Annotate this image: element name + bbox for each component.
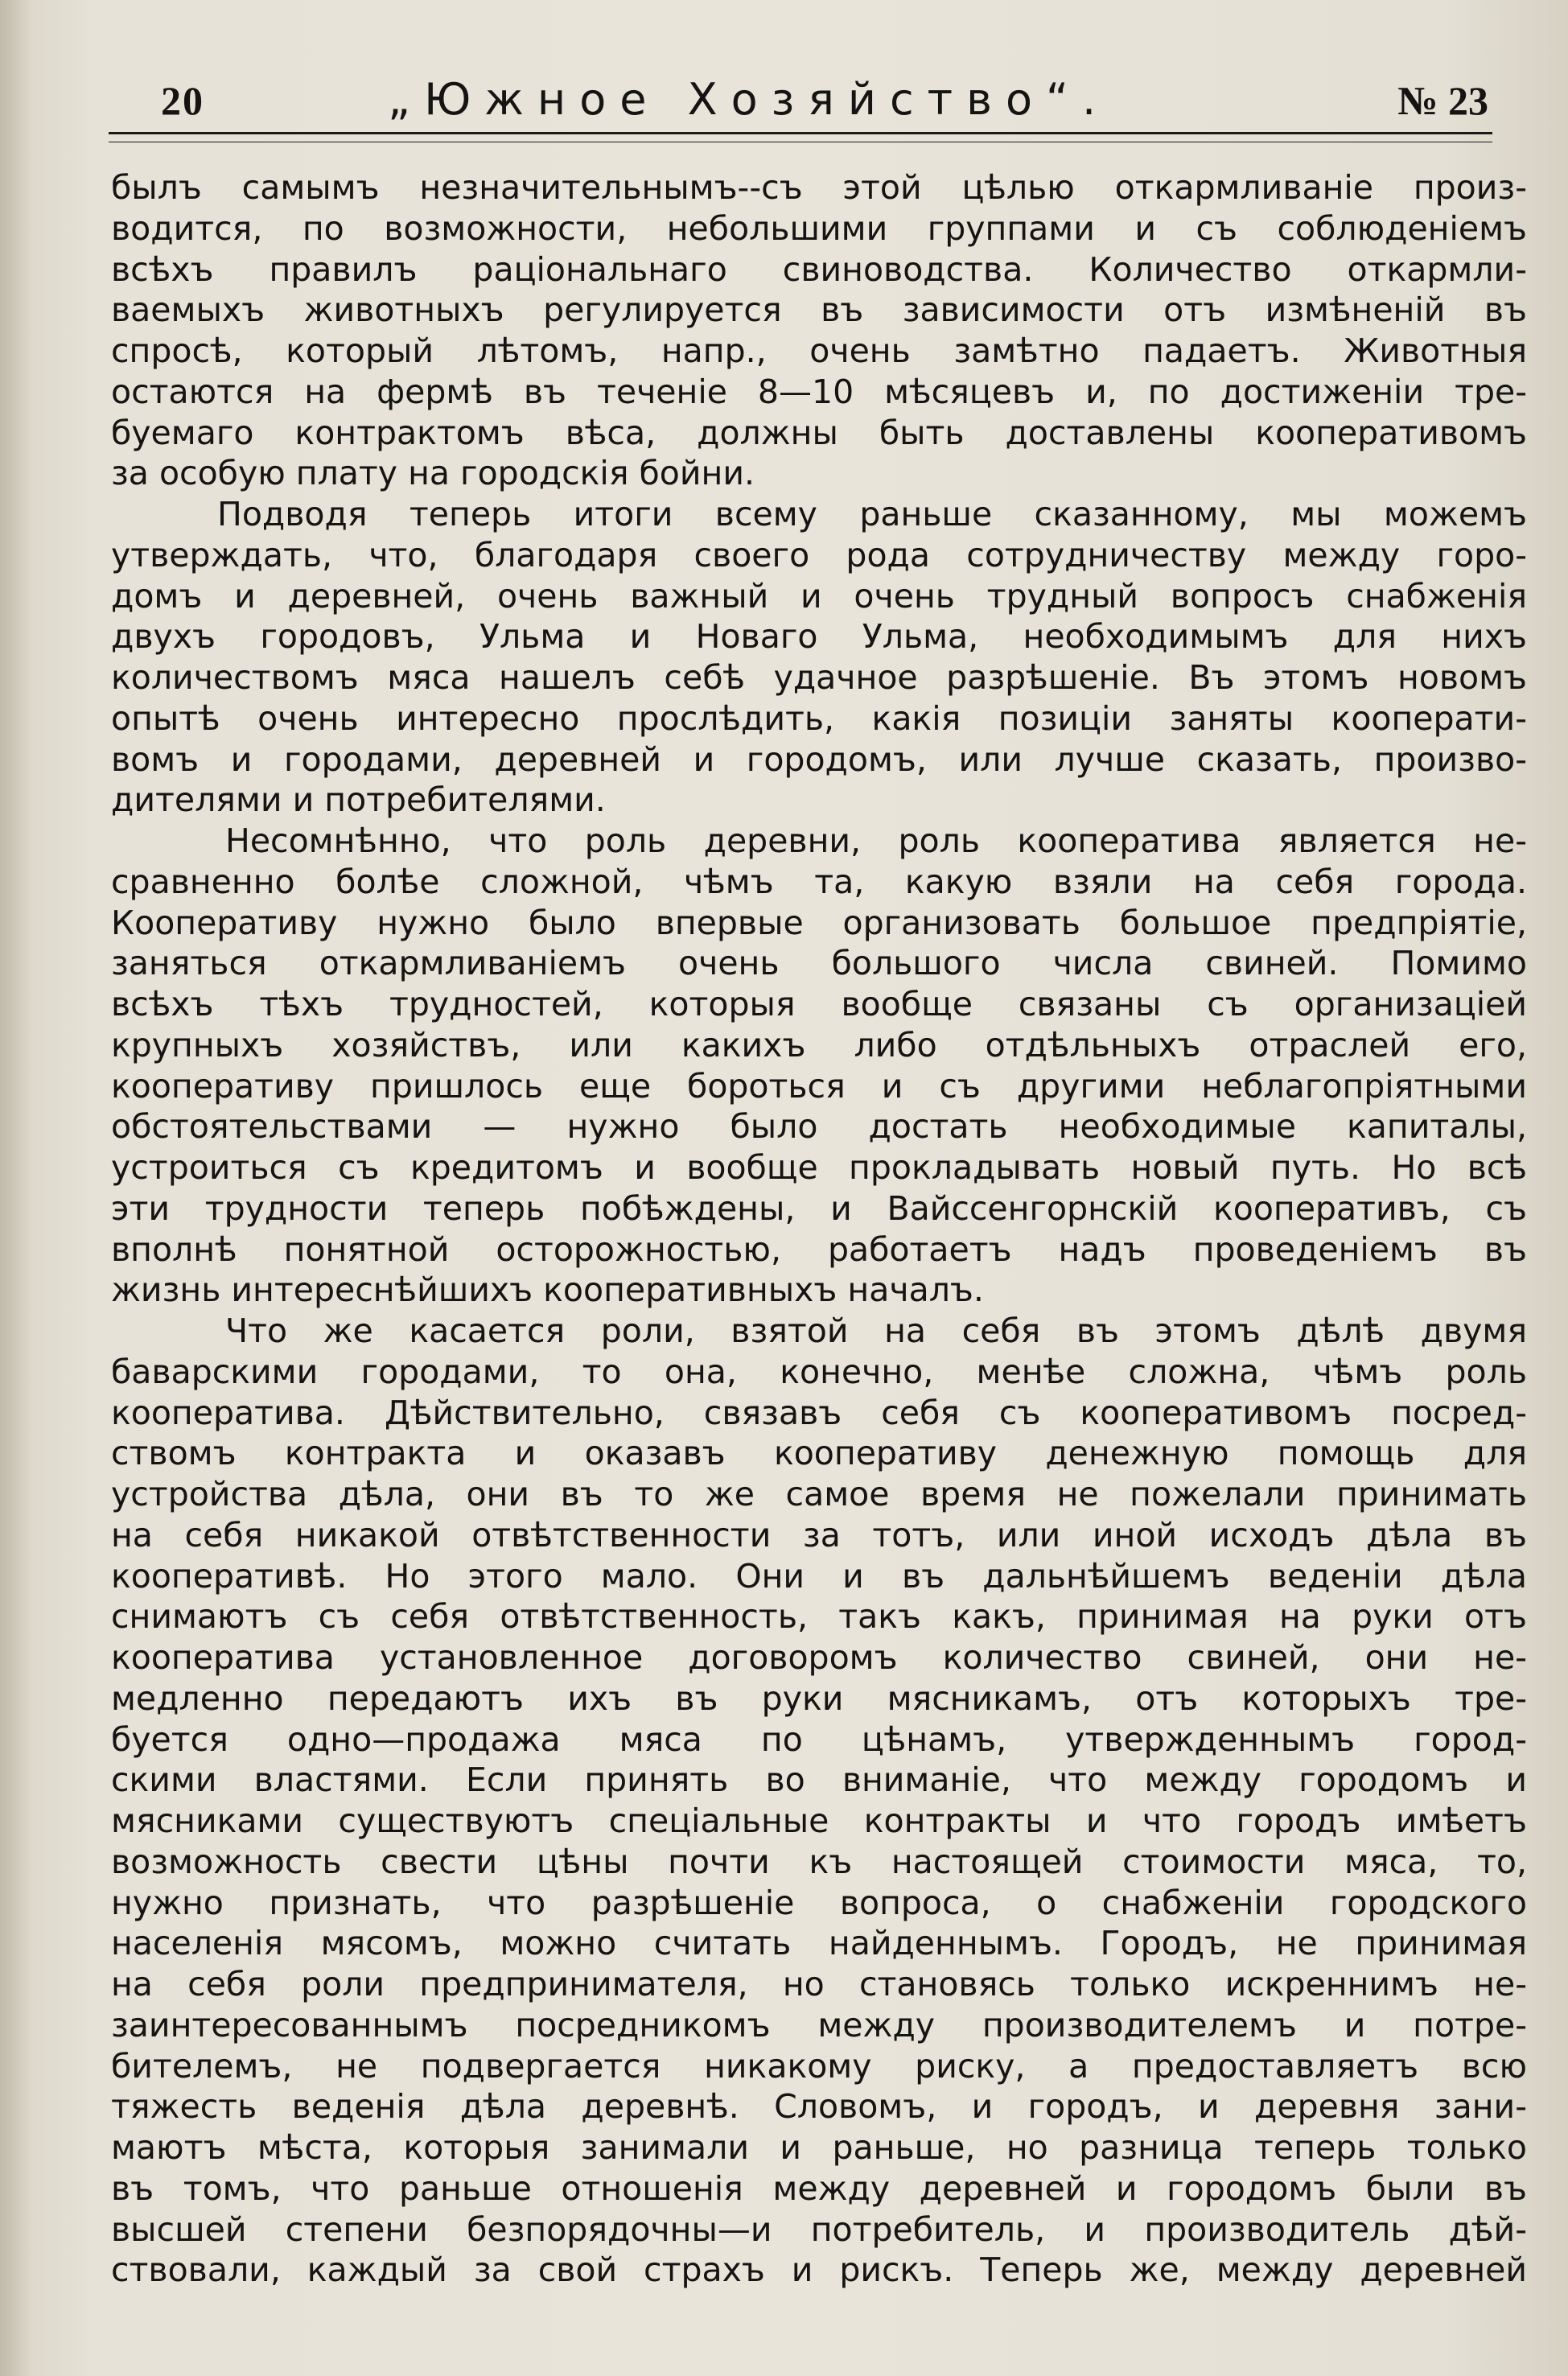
text-line: былъ самымъ незначительнымъ--съ этой цѣлью откармливаніе произ-	[111, 168, 1527, 207]
text-line: ствомъ контракта и оказавъ кооперативу денежную помощь для	[111, 1434, 1527, 1473]
text-line: крупныхъ хозяйствъ, или какихъ либо отдѣльныхъ отраслей его,	[111, 1025, 1527, 1064]
text-line: дителями и потребителями.	[111, 780, 606, 820]
text-line: кооперативу пришлось еще бороться и съ другими неблагопріятными	[111, 1066, 1527, 1106]
text-line: баварскими городами, то она, конечно, менѣе сложна, чѣмъ роль	[111, 1352, 1527, 1391]
text-line: медленно передаютъ ихъ въ руки мясникамъ, отъ которыхъ тре-	[111, 1678, 1527, 1718]
text-line: скими властями. Если принять во вниманіе, что между городомъ и	[111, 1760, 1527, 1800]
journal-title: „Южное Хозяйство“.	[388, 74, 1110, 125]
text-line: на себя роли предпринимателя, но становясь только искреннимъ не-	[111, 1965, 1527, 2003]
text-line: кооперативѣ. Но этого мало. Они и въ дальнѣйшемъ веденіи дѣла	[111, 1556, 1527, 1596]
text-line: опытѣ очень интересно прослѣдить, какія позиціи заняты кооперати-	[111, 698, 1527, 738]
header-rule	[109, 132, 1492, 142]
text-line: вомъ и городами, деревней и городомъ, или лучше сказать, произво-	[111, 739, 1527, 779]
text-line: буется одно—продажа мяса по цѣнамъ, утвержденнымъ город-	[111, 1719, 1527, 1759]
text-line: остаются на фермѣ въ теченіе 8—10 мѣсяцевъ и, по достиженіи тре-	[111, 372, 1527, 411]
text-line: тяжесть веденія дѣла деревнѣ. Словомъ, и городъ, и деревня зани-	[111, 2087, 1527, 2127]
article-body	[111, 167, 1527, 2291]
text-line: высшей степени безпорядочны—и потребитель, и производитель дѣй-	[111, 2209, 1527, 2249]
paragraph-first-line: Подводя теперь итоги всему раньше сказанному, мы можемъ	[217, 495, 1527, 533]
text-line: водится, по возможности, небольшими группами и съ соблюденіемъ	[111, 208, 1527, 248]
text-line: въ томъ, что раньше отношенія между деревней и городомъ были въ	[111, 2168, 1527, 2208]
text-line: кооператива установленное договоромъ количество свиней, они не-	[111, 1638, 1527, 1677]
text-line: обстоятельствами — нужно было достать необходимые капиталы,	[111, 1107, 1527, 1147]
text-line: снимаютъ съ себя отвѣтственность, такъ какъ, принимая на руки отъ	[111, 1597, 1527, 1637]
text-line: нужно признать, что разрѣшеніе вопроса, о снабженіи городского	[111, 1883, 1527, 1922]
paragraph-first-line: Несомнѣнно, что роль деревни, роль кооператива является не-	[225, 822, 1527, 860]
text-line: маютъ мѣста, которыя занимали и раньше, но разница теперь только	[111, 2128, 1527, 2167]
text-line: буемаго контрактомъ вѣса, должны быть доставлены кооперативомъ	[111, 413, 1527, 452]
text-line: домъ и деревней, очень важный и очень трудный вопросъ снабженія	[111, 576, 1527, 616]
text-line: кооператива. Дѣйствительно, связавъ себя съ кооперативомъ посред-	[111, 1393, 1527, 1432]
text-line: всѣхъ тѣхъ трудностей, которыя вообще связаны съ организаціей	[111, 985, 1527, 1023]
text-line: заинтересованнымъ посредникомъ между производителемъ и потре-	[111, 2005, 1527, 2045]
issue-number: № 23	[1397, 78, 1488, 123]
text-line: населенія мясомъ, можно считать найденнымъ. Городъ, не принимая	[111, 1924, 1527, 1963]
text-line: количествомъ мяса нашелъ себѣ удачное разрѣшеніе. Въ этомъ новомъ	[111, 658, 1527, 697]
text-line: эти трудности теперь побѣждены, и Вайссенгорнскій кооперативъ, съ	[111, 1188, 1527, 1228]
text-line: вполнѣ понятной осторожностью, работаетъ надъ проведеніемъ въ	[111, 1229, 1527, 1269]
text-line: Кооперативу нужно было впервые организовать большое предпріятіе,	[111, 903, 1527, 942]
text-line: утверждать, что, благодаря своего рода сотрудничеству между горо-	[111, 535, 1527, 574]
text-line: сравненно болѣе сложной, чѣмъ та, какую взяли на себя города.	[111, 862, 1527, 901]
binding-shadow	[0, 0, 32, 2376]
text-line: ваемыхъ животныхъ регулируется въ зависимости отъ измѣненій въ	[111, 290, 1527, 330]
page-number: 20	[161, 78, 204, 123]
text-line: двухъ городовъ, Ульма и Новаго Ульма, необходимымъ для нихъ	[111, 617, 1527, 657]
text-line: заняться откармливаніемъ очень большого числа свиней. Помимо	[111, 944, 1527, 983]
text-line: устройства дѣла, они въ то же самое время не пожелали принимать	[111, 1475, 1527, 1513]
text-line: бителемъ, не подвергается никакому риску, а предоставляетъ всю	[111, 2046, 1527, 2086]
running-header	[161, 74, 1488, 132]
text-line: на себя никакой отвѣтственности за тотъ, или иной исходъ дѣла въ	[111, 1515, 1527, 1554]
text-line: жизнь интереснѣйшихъ кооперативныхъ началъ.	[111, 1270, 984, 1310]
text-line: устроиться съ кредитомъ и вообще прокладывать новый путь. Но всѣ	[111, 1148, 1527, 1187]
text-line: возможность свести цѣны почти къ настоящей стоимости мяса, то,	[111, 1842, 1527, 1881]
text-line: мясниками существуютъ спеціальные контракты и что городъ имѣетъ	[111, 1802, 1527, 1840]
text-line: ствовали, каждый за свой страхъ и рискъ. Теперь же, между деревней	[111, 2250, 1527, 2290]
paragraph-first-line: Что же касается роли, взятой на себя въ этомъ дѣлѣ двумя	[225, 1312, 1527, 1350]
text-line: спросѣ, который лѣтомъ, напр., очень замѣтно падаетъ. Животныя	[111, 331, 1527, 370]
text-line: всѣхъ правилъ раціональнаго свиноводства. Количество откармли-	[111, 249, 1527, 289]
text-line: за особую плату на городскія бойни.	[111, 454, 755, 493]
